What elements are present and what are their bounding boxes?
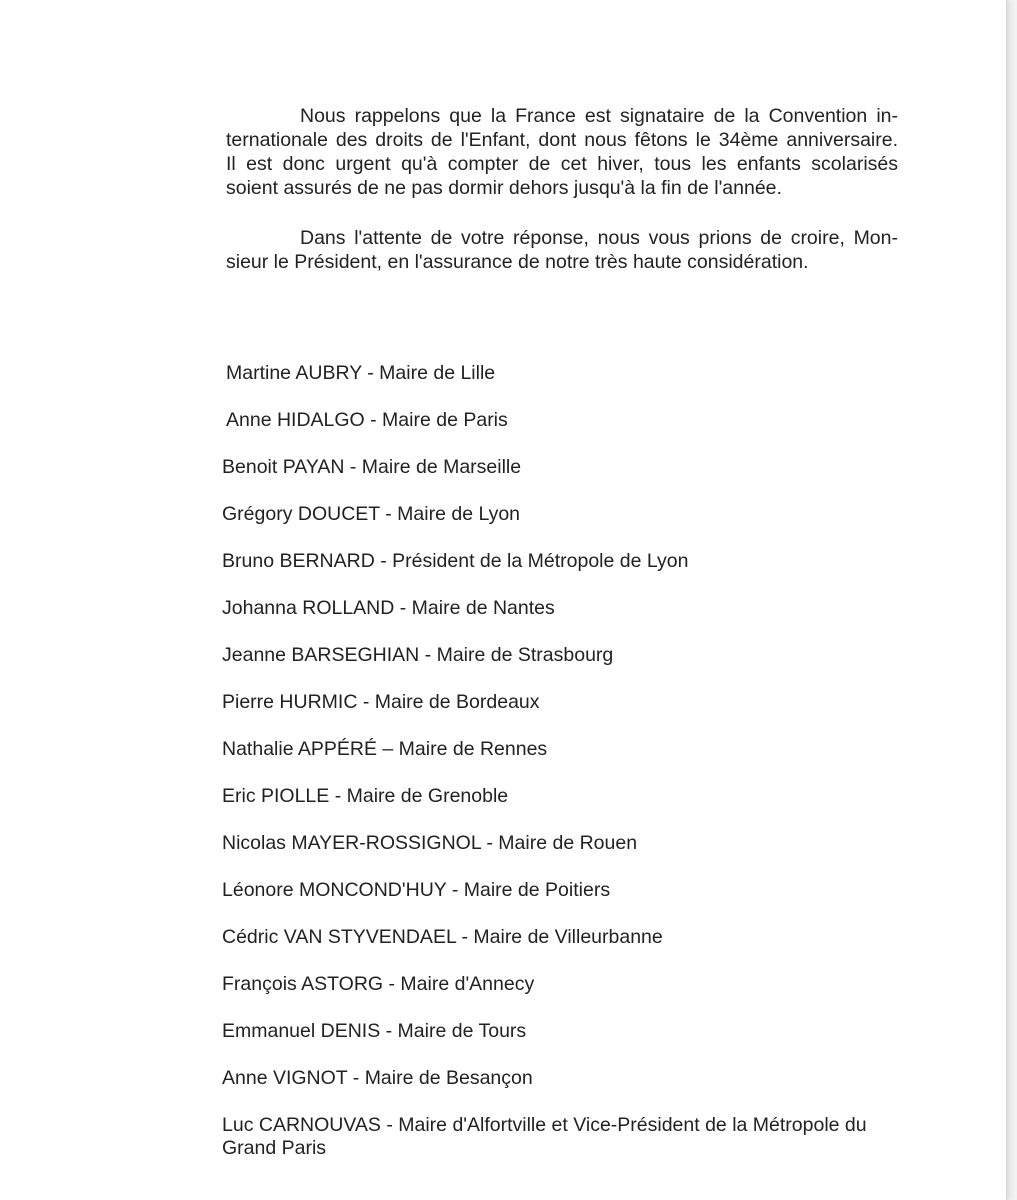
signatory-entry: François ASTORG - Maire d'Annecy — [222, 973, 535, 995]
paragraph-line: Il est donc urgent qu'à compter de cet hiver, tous les enfants scolarisés — [226, 153, 898, 175]
signatory-entry: Emmanuel DENIS - Maire de Tours — [222, 1020, 527, 1042]
signatory-entry: Eric PIOLLE - Maire de Grenoble — [222, 785, 509, 807]
signatory-entry: Johanna ROLLAND - Maire de Nantes — [222, 597, 555, 619]
signatory-entry: Martine AUBRY - Maire de Lille — [226, 362, 496, 384]
signatory-entry: Pierre HURMIC - Maire de Bordeaux — [222, 691, 540, 713]
paragraph-closing-formula — [226, 226, 898, 274]
paragraph-line: soient assurés de ne pas dormir dehors jusqu'à la fin de l'année. — [226, 177, 782, 199]
signatory-entry: Anne VIGNOT - Maire de Besançon — [222, 1067, 533, 1089]
signatory-entry: Léonore MONCOND'HUY - Maire de Poitiers — [222, 879, 611, 901]
signatory-entry: Grégory DOUCET - Maire de Lyon — [222, 503, 521, 525]
signatory-entry: Anne HIDALGO - Maire de Paris — [226, 409, 508, 431]
paragraph-line: Dans l'attente de votre réponse, nous vous prions de croire, Mon- — [300, 227, 898, 249]
paragraph-line: sieur le Président, en l'assurance de notre très haute considération. — [226, 251, 809, 273]
signatory-entry: Benoit PAYAN - Maire de Marseille — [222, 456, 522, 478]
signatories-list — [222, 358, 922, 1161]
signatory-entry: Jeanne BARSEGHIAN - Maire de Strasbourg — [222, 644, 614, 666]
paragraph-convention-reminder — [226, 104, 898, 200]
signatory-entry: Bruno BERNARD - Président de la Métropole de Lyon — [222, 550, 689, 572]
signatory-entry: Nathalie APPÉRÉ – Maire de Rennes — [222, 738, 548, 760]
paragraph-line: Nous rappelons que la France est signataire de la Convention in- — [300, 105, 898, 127]
signatory-entry: Cédric VAN STYVENDAEL - Maire de Villeurbanne — [222, 926, 663, 948]
paragraph-line: ternationale des droits de l'Enfant, dont nous fêtons le 34ème anniversaire. — [226, 129, 898, 151]
signatory-entry: Luc CARNOUVAS - Maire d'Alfortville et Vice-Président de la Métropole du Grand Paris — [222, 1114, 867, 1159]
signatory-entry: Nicolas MAYER-ROSSIGNOL - Maire de Rouen — [222, 832, 638, 854]
